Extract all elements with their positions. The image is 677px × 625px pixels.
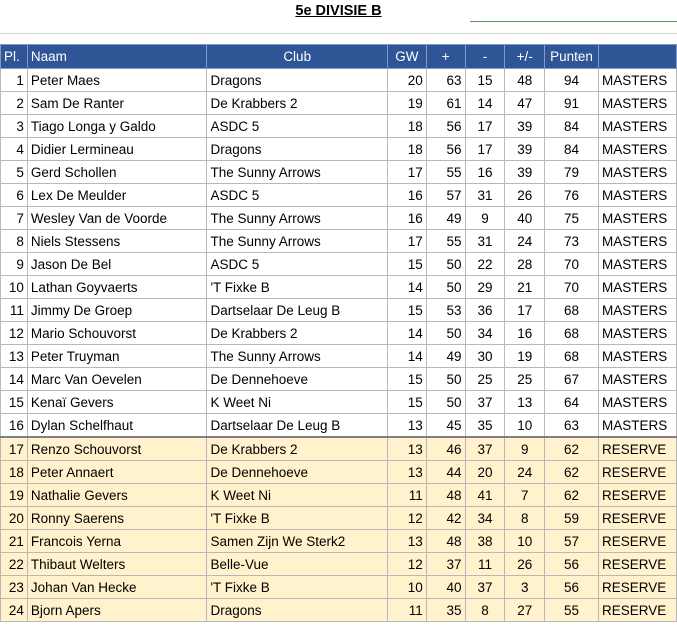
cell-name: Nathalie Gevers [27,484,207,507]
cell-place: 17 [1,437,28,461]
cell-games: 15 [387,299,426,322]
cell-name: Renzo Schouvorst [27,437,207,461]
cell-status: RESERVE [599,507,677,530]
cell-place: 11 [1,299,28,322]
cell-points: 91 [545,92,599,115]
cell-club: K Weet Ni [207,484,388,507]
cell-games: 17 [387,161,426,184]
cell-legs-won: 40 [426,576,465,599]
cell-club: The Sunny Arrows [207,230,388,253]
cell-points: 56 [545,576,599,599]
cell-points: 68 [545,299,599,322]
cell-legs-won: 61 [426,92,465,115]
cell-place: 16 [1,414,28,438]
cell-diff: 10 [505,530,545,553]
cell-legs-lost: 17 [465,115,505,138]
cell-points: 84 [545,138,599,161]
cell-legs-lost: 22 [465,253,505,276]
cell-points: 75 [545,207,599,230]
cell-points: 59 [545,507,599,530]
cell-points: 84 [545,115,599,138]
table-row [1,437,677,461]
cell-club: ASDC 5 [207,184,388,207]
cell-status: MASTERS [599,92,677,115]
cell-place: 10 [1,276,28,299]
cell-club: K Weet Ni [207,391,388,414]
cell-club: Dragons [207,599,388,622]
cell-status: MASTERS [599,184,677,207]
cell-club: Dartselaar De Leug B [207,299,388,322]
cell-place: 20 [1,507,28,530]
cell-legs-lost: 37 [465,576,505,599]
table-row [1,368,677,391]
cell-diff: 10 [505,414,545,438]
cell-name: Jason De Bel [27,253,207,276]
cell-name: Thibaut Welters [27,553,207,576]
cell-legs-won: 50 [426,368,465,391]
cell-name: Dylan Schelfhaut [27,414,207,438]
table-row [1,299,677,322]
cell-legs-won: 42 [426,507,465,530]
cell-status: MASTERS [599,414,677,438]
table-row [1,276,677,299]
cell-club: Belle-Vue [207,553,388,576]
cell-status: MASTERS [599,138,677,161]
cell-place: 8 [1,230,28,253]
cell-status: MASTERS [599,345,677,368]
cell-legs-lost: 8 [465,599,505,622]
cell-diff: 39 [505,161,545,184]
cell-legs-lost: 38 [465,530,505,553]
cell-place: 4 [1,138,28,161]
cell-games: 11 [387,484,426,507]
cell-name: Lathan Goyvaerts [27,276,207,299]
cell-legs-lost: 14 [465,92,505,115]
col-header-club: Club [207,45,388,69]
cell-games: 15 [387,368,426,391]
col-header-plus: + [426,45,465,69]
cell-diff: 25 [505,368,545,391]
cell-status: MASTERS [599,253,677,276]
cell-games: 10 [387,576,426,599]
cell-diff: 39 [505,138,545,161]
table-row [1,391,677,414]
cell-legs-lost: 31 [465,230,505,253]
cell-status: RESERVE [599,599,677,622]
cell-status: MASTERS [599,276,677,299]
cell-legs-lost: 41 [465,484,505,507]
cell-place: 22 [1,553,28,576]
cell-games: 14 [387,276,426,299]
cell-status: RESERVE [599,553,677,576]
cell-points: 73 [545,230,599,253]
cell-diff: 17 [505,299,545,322]
cell-legs-won: 50 [426,253,465,276]
cell-legs-lost: 30 [465,345,505,368]
cell-status: MASTERS [599,230,677,253]
cell-name: Marc Van Oevelen [27,368,207,391]
col-header-pl: Pl. [1,45,28,69]
cell-place: 21 [1,530,28,553]
cell-club: Dragons [207,138,388,161]
cell-place: 5 [1,161,28,184]
cell-games: 20 [387,69,426,92]
table-row [1,322,677,345]
cell-legs-lost: 25 [465,368,505,391]
cell-games: 15 [387,391,426,414]
cell-games: 12 [387,507,426,530]
cell-games: 17 [387,230,426,253]
cell-club: 'T Fixke B [207,507,388,530]
cell-club: De Krabbers 2 [207,92,388,115]
cell-games: 13 [387,414,426,438]
cell-status: MASTERS [599,115,677,138]
table-row [1,69,677,92]
cell-status: RESERVE [599,576,677,599]
cell-legs-won: 53 [426,299,465,322]
cell-club: De Dennehoeve [207,461,388,484]
cell-legs-lost: 29 [465,276,505,299]
cell-points: 76 [545,184,599,207]
cell-name: Niels Stessens [27,230,207,253]
cell-name: Peter Truyman [27,345,207,368]
cell-legs-lost: 37 [465,391,505,414]
cell-name: Didier Lermineau [27,138,207,161]
col-header-naam: Naam [27,45,207,69]
cell-legs-lost: 34 [465,507,505,530]
cell-legs-lost: 16 [465,161,505,184]
cell-place: 7 [1,207,28,230]
cell-legs-won: 48 [426,484,465,507]
cell-legs-won: 35 [426,599,465,622]
col-header-min: - [465,45,505,69]
cell-games: 19 [387,92,426,115]
cell-place: 6 [1,184,28,207]
cell-legs-won: 57 [426,184,465,207]
cell-legs-lost: 9 [465,207,505,230]
standings-table [0,44,677,622]
table-row [1,461,677,484]
cell-legs-lost: 11 [465,553,505,576]
cell-games: 14 [387,345,426,368]
cell-diff: 40 [505,207,545,230]
cell-points: 79 [545,161,599,184]
cell-diff: 9 [505,437,545,461]
cell-points: 63 [545,414,599,438]
cell-diff: 26 [505,184,545,207]
cell-club: ASDC 5 [207,253,388,276]
table-row [1,161,677,184]
cell-legs-lost: 34 [465,322,505,345]
divider [0,33,677,34]
cell-club: 'T Fixke B [207,576,388,599]
cell-games: 13 [387,461,426,484]
cell-games: 12 [387,553,426,576]
cell-name: Wesley Van de Voorde [27,207,207,230]
cell-name: Tiago Longa y Galdo [27,115,207,138]
cell-name: Peter Annaert [27,461,207,484]
cell-place: 24 [1,599,28,622]
divider [470,21,677,22]
cell-club: The Sunny Arrows [207,207,388,230]
cell-status: RESERVE [599,461,677,484]
cell-legs-won: 56 [426,115,465,138]
cell-games: 13 [387,530,426,553]
cell-name: Ronny Saerens [27,507,207,530]
cell-diff: 21 [505,276,545,299]
cell-status: RESERVE [599,530,677,553]
cell-club: 'T Fixke B [207,276,388,299]
cell-legs-won: 55 [426,230,465,253]
table-row [1,138,677,161]
cell-legs-won: 45 [426,414,465,438]
cell-points: 94 [545,69,599,92]
cell-legs-won: 49 [426,207,465,230]
cell-points: 62 [545,484,599,507]
cell-legs-lost: 35 [465,414,505,438]
cell-diff: 8 [505,507,545,530]
table-row [1,414,677,438]
cell-diff: 7 [505,484,545,507]
table-row [1,253,677,276]
cell-points: 62 [545,437,599,461]
cell-games: 16 [387,207,426,230]
table-row [1,92,677,115]
cell-legs-lost: 37 [465,437,505,461]
col-header-status [599,45,677,69]
cell-legs-won: 44 [426,461,465,484]
cell-club: ASDC 5 [207,115,388,138]
table-row [1,599,677,622]
cell-diff: 27 [505,599,545,622]
cell-points: 67 [545,368,599,391]
col-header-diff: +/- [505,45,545,69]
cell-legs-won: 37 [426,553,465,576]
cell-name: Jimmy De Groep [27,299,207,322]
cell-points: 56 [545,553,599,576]
cell-status: MASTERS [599,368,677,391]
cell-diff: 16 [505,322,545,345]
cell-points: 55 [545,599,599,622]
table-row [1,553,677,576]
cell-points: 68 [545,322,599,345]
cell-name: Mario Schouvorst [27,322,207,345]
cell-status: MASTERS [599,207,677,230]
cell-place: 2 [1,92,28,115]
cell-status: MASTERS [599,299,677,322]
cell-club: De Krabbers 2 [207,437,388,461]
cell-club: Dartselaar De Leug B [207,414,388,438]
cell-legs-won: 56 [426,138,465,161]
cell-status: MASTERS [599,161,677,184]
table-row [1,207,677,230]
table-row [1,576,677,599]
cell-club: The Sunny Arrows [207,345,388,368]
cell-legs-won: 50 [426,276,465,299]
cell-name: Lex De Meulder [27,184,207,207]
cell-points: 70 [545,276,599,299]
cell-legs-lost: 20 [465,461,505,484]
cell-name: Francois Yerna [27,530,207,553]
cell-status: MASTERS [599,322,677,345]
cell-legs-won: 50 [426,391,465,414]
cell-legs-lost: 36 [465,299,505,322]
cell-points: 62 [545,461,599,484]
cell-diff: 28 [505,253,545,276]
cell-club: The Sunny Arrows [207,161,388,184]
col-header-punten: Punten [545,45,599,69]
cell-place: 15 [1,391,28,414]
cell-diff: 19 [505,345,545,368]
cell-legs-won: 55 [426,161,465,184]
cell-legs-lost: 15 [465,69,505,92]
cell-diff: 24 [505,461,545,484]
cell-name: Johan Van Hecke [27,576,207,599]
cell-legs-won: 49 [426,345,465,368]
cell-diff: 47 [505,92,545,115]
cell-place: 14 [1,368,28,391]
cell-name: Sam De Ranter [27,92,207,115]
cell-games: 11 [387,599,426,622]
cell-games: 18 [387,138,426,161]
cell-club: Dragons [207,69,388,92]
table-header [1,45,677,69]
table-row [1,507,677,530]
cell-place: 23 [1,576,28,599]
cell-place: 1 [1,69,28,92]
cell-legs-won: 50 [426,322,465,345]
cell-place: 9 [1,253,28,276]
cell-games: 16 [387,184,426,207]
cell-name: Peter Maes [27,69,207,92]
cell-legs-won: 63 [426,69,465,92]
cell-place: 13 [1,345,28,368]
cell-name: Gerd Schollen [27,161,207,184]
cell-legs-won: 48 [426,530,465,553]
table-row [1,115,677,138]
cell-club: Samen Zijn We Sterk2 [207,530,388,553]
cell-status: MASTERS [599,391,677,414]
cell-points: 68 [545,345,599,368]
cell-club: De Dennehoeve [207,368,388,391]
page-title: 5e DIVISIE B [295,3,382,19]
cell-legs-won: 46 [426,437,465,461]
table-row [1,484,677,507]
cell-diff: 3 [505,576,545,599]
cell-diff: 26 [505,553,545,576]
cell-games: 15 [387,253,426,276]
cell-points: 64 [545,391,599,414]
cell-legs-lost: 31 [465,184,505,207]
cell-diff: 39 [505,115,545,138]
cell-place: 12 [1,322,28,345]
cell-name: Kenaï Gevers [27,391,207,414]
cell-points: 57 [545,530,599,553]
table-row [1,230,677,253]
cell-status: RESERVE [599,484,677,507]
col-header-gw: GW [387,45,426,69]
cell-status: RESERVE [599,437,677,461]
cell-place: 19 [1,484,28,507]
cell-place: 3 [1,115,28,138]
cell-club: De Krabbers 2 [207,322,388,345]
cell-games: 14 [387,322,426,345]
table-row [1,345,677,368]
cell-status: MASTERS [599,69,677,92]
cell-legs-lost: 17 [465,138,505,161]
cell-diff: 13 [505,391,545,414]
cell-place: 18 [1,461,28,484]
cell-points: 70 [545,253,599,276]
cell-games: 18 [387,115,426,138]
cell-diff: 48 [505,69,545,92]
table-row [1,184,677,207]
cell-name: Bjorn Apers [27,599,207,622]
table-row [1,530,677,553]
cell-games: 13 [387,437,426,461]
cell-diff: 24 [505,230,545,253]
